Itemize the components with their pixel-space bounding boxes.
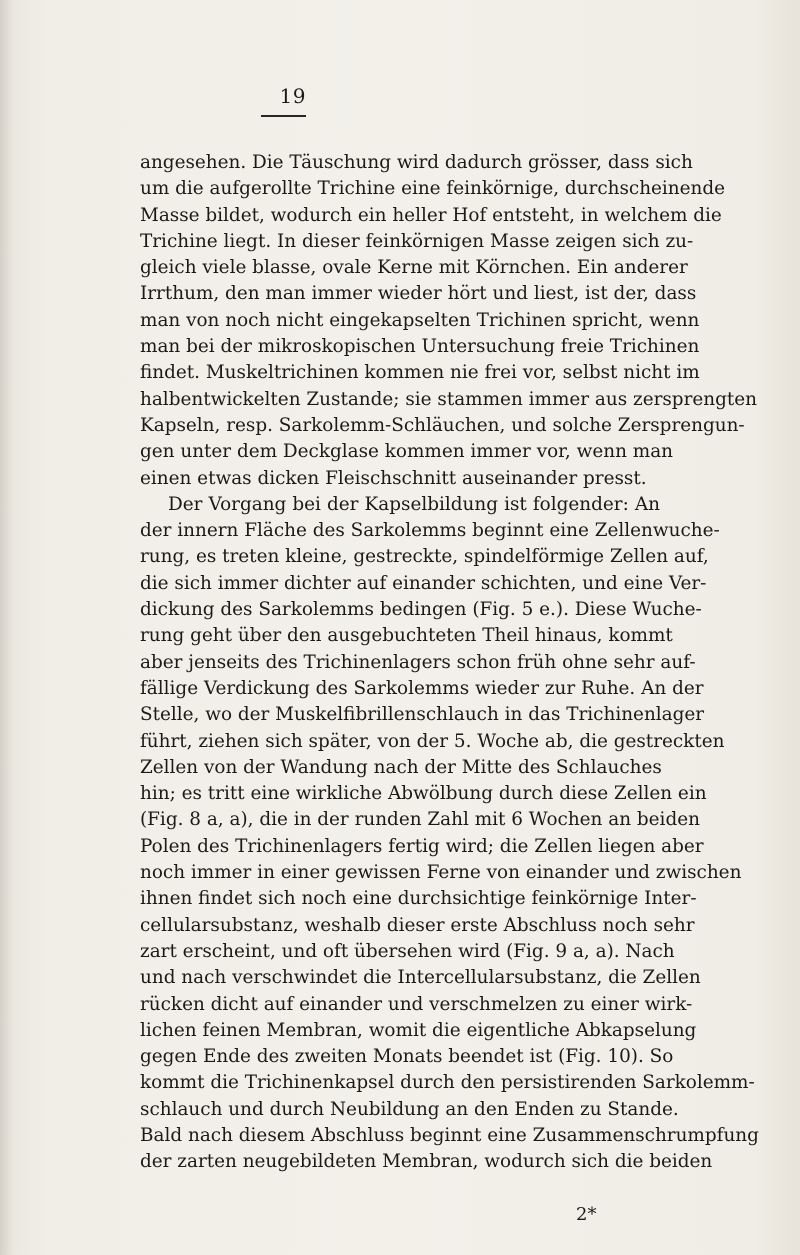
text-line: man bei der mikroskopischen Untersuchung freie Trichinen [140, 336, 700, 358]
text-line: angesehen. Die Täuschung wird dadurch grösser, dass sich [140, 152, 693, 173]
text-line: um die aufgerollte Trichine eine feinkörnige, durchscheinende [140, 178, 726, 200]
text-line: man von noch nicht eingekapselten Trichinen spricht, wenn [140, 309, 700, 331]
text-line: rung geht über den ausgebuchteten Theil hinaus, kommt [140, 625, 673, 647]
text-line: Bald nach diesem Abschluss beginnt eine Zusammenschrumpfung [140, 1124, 759, 1146]
text-line: hin; es tritt eine wirkliche Abwölbung durch diese Zellen ein [140, 783, 707, 805]
text-line: Masse bildet, wodurch ein heller Hof entsteht, in welchem die [140, 204, 722, 226]
text-line: fällige Verdickung des Sarkolemms wieder zur Ruhe. An der [140, 677, 704, 699]
text-line: Kapseln, resp. Sarkolemm-Schläuchen, und solche Zersprengun- [140, 414, 745, 436]
text-line: aber jenseits des Trichinenlagers schon früh ohne sehr auf- [140, 651, 696, 673]
text-line: die sich immer dichter auf einander schichten, und eine Ver- [140, 572, 707, 594]
text-line: Der Vorgang bei der Kapselbildung ist folgender: An [168, 493, 660, 515]
text-line: lichen feinen Membran, womit die eigentliche Abkapselung [140, 1019, 697, 1041]
text-line: gleich viele blasse, ovale Kerne mit Körnchen. Ein anderer [140, 257, 688, 279]
text-line: zart erscheint, und oft übersehen wird (Fig. 9 a, a). Nach [140, 940, 675, 962]
text-line: gegen Ende des zweiten Monats beendet ist (Fig. 10). So [140, 1046, 674, 1068]
text-line: einen etwas dicken Fleischschnitt auseinander presst. [140, 467, 647, 489]
text-line: noch immer in einer gewissen Ferne von einander und zwischen [140, 862, 742, 884]
page-gutter-shadow [0, 0, 14, 1255]
text-line: Irrthum, den man immer wieder hört und liest, ist der, dass [140, 283, 697, 305]
text-line: der zarten neugebildeten Membran, wodurch sich die beiden [140, 1151, 713, 1173]
text-line: findet. Muskeltrichinen kommen nie frei vor, selbst nicht im [140, 362, 700, 384]
signature-mark: 2* [576, 1204, 597, 1225]
body-text [140, 150, 759, 1176]
text-line: Trichine liegt. In dieser feinkörnigen Masse zeigen sich zu- [140, 230, 694, 252]
text-line: gen unter dem Deckglase kommen immer vor, wenn man [140, 441, 674, 463]
text-line: führt, ziehen sich später, von der 5. Woche ab, die gestreckten [140, 730, 725, 752]
text-line: Zellen von der Wandung nach der Mitte des Schlauches [140, 756, 662, 778]
text-line: Polen des Trichinenlagers fertig wird; die Zellen liegen aber [140, 835, 704, 857]
text-line: der innern Fläche des Sarkolemms beginnt eine Zellenwuche- [140, 520, 720, 542]
text-line: und nach verschwindet die Intercellularsubstanz, die Zellen [140, 967, 701, 989]
text-line: Stelle, wo der Muskelfibrillenschlauch in das Trichinenlager [140, 704, 705, 726]
text-line: kommt die Trichinenkapsel durch den persistirenden Sarkolemm- [140, 1072, 755, 1094]
page-number: 19 [279, 84, 306, 108]
text-line: cellularsubstanz, weshalb dieser erste Abschluss noch sehr [140, 914, 695, 936]
text-line: halbentwickelten Zustande; sie stammen immer aus zersprengten [140, 388, 757, 410]
text-line: rung, es treten kleine, gestreckte, spindelförmige Zellen auf, [140, 546, 709, 568]
text-line: dickung des Sarkolemms bedingen (Fig. 5 e.). Diese Wuche- [140, 599, 702, 621]
text-line: rücken dicht auf einander und verschmelzen zu einer wirk- [140, 993, 693, 1015]
page-number-underline [261, 115, 306, 117]
text-line: (Fig. 8 a, a), die in der runden Zahl mit 6 Wochen an beiden [140, 809, 700, 831]
text-line: schlauch und durch Neubildung an den Enden zu Stande. [140, 1098, 679, 1120]
text-line: ihnen findet sich noch eine durchsichtige feinkörnige Inter- [140, 888, 697, 910]
